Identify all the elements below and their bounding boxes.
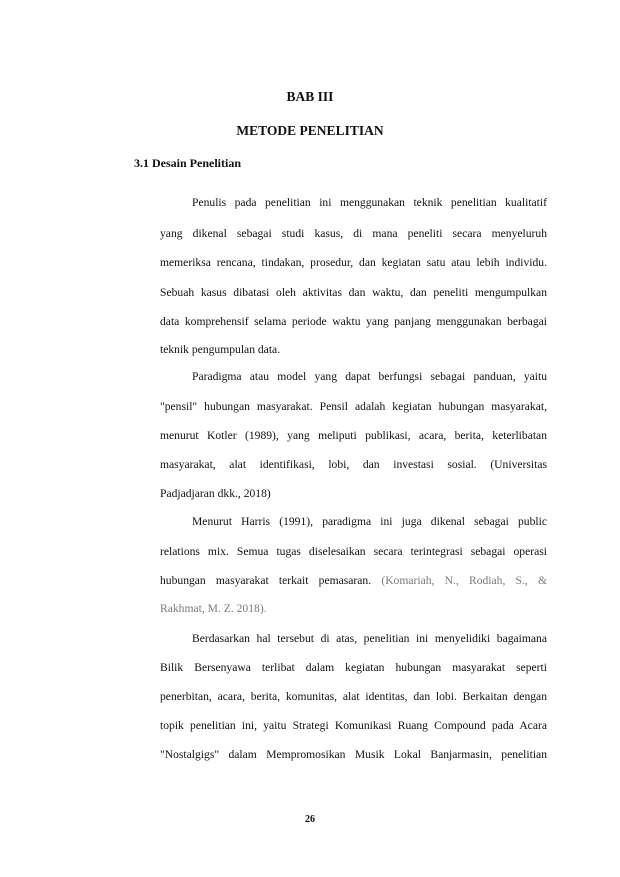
paragraph-3-line (160, 574, 547, 588)
section-heading: 3.1 Desain Penelitian (134, 156, 241, 170)
citation: Rakhmat, M. Z. 2018). (160, 602, 267, 615)
paragraph-1-line: Penulis pada penelitian ini menggunakan teknik penelitian kualitatif (192, 196, 547, 209)
page-number: 26 (305, 814, 315, 825)
paragraph-2-line: Padjadjaran dkk., 2018) (160, 487, 271, 500)
paragraph-2-line: "pensil" hubungan masyarakat. Pensil adalah kegiatan hubungan masyarakat, (160, 400, 547, 413)
paragraph-2-line: menurut Kotler (1989), yang meliputi publikasi, acara, berita, keterlibatan (160, 429, 547, 442)
paragraph-2-line: Paradigma atau model yang dapat berfungsi sebagai panduan, yaitu (192, 370, 547, 383)
paragraph-1-line: yang dikenal sebagai studi kasus, di mana peneliti secara menyeluruh (160, 227, 547, 240)
paragraph-1-line: Sebuah kasus dibatasi oleh aktivitas dan waktu, dan peneliti mengumpulkan (160, 286, 547, 299)
chapter-heading: BAB III (286, 89, 334, 104)
paragraph-2-line: masyarakat, alat identifikasi, lobi, dan investasi sosial. (Universitas (160, 458, 547, 471)
paragraph-4-line: "Nostalgigs" dalam Mempromosikan Musik Lokal Banjarmasin, penelitian (160, 748, 547, 761)
paragraph-3-line: relations mix. Semua tugas diselesaikan secara terintegrasi sebagai operasi (160, 545, 547, 558)
paragraph-4-line: Berdasarkan hal tersebut di atas, penelitian ini menyelidiki bagaimana (192, 632, 547, 645)
citation: (Komariah, N., Rodiah, S., & (381, 574, 547, 587)
paragraph-1-line: data komprehensif selama periode waktu yang panjang menggunakan berbagai (160, 315, 547, 328)
chapter-title: METODE PENELITIAN (236, 123, 384, 138)
paragraph-4-line: penerbitan, acara, berita, komunitas, alat identitas, dan lobi. Berkaitan dengan (160, 690, 547, 703)
paragraph-3-text: hubungan masyarakat terkait pemasaran. (160, 574, 372, 587)
paragraph-3-line: Menurut Harris (1991), paradigma ini juga dikenal sebagai public (192, 515, 547, 528)
paragraph-4-line: Bilik Bersenyawa terlibat dalam kegiatan hubungan masyarakat seperti (160, 661, 547, 674)
paragraph-4-line: topik penelitian ini, yaitu Strategi Komunikasi Ruang Compound pada Acara (160, 719, 547, 732)
paragraph-1-line: teknik pengumpulan data. (160, 343, 281, 356)
paragraph-1-line: memeriksa rencana, tindakan, prosedur, dan kegiatan satu atau lebih individu. (160, 256, 547, 269)
